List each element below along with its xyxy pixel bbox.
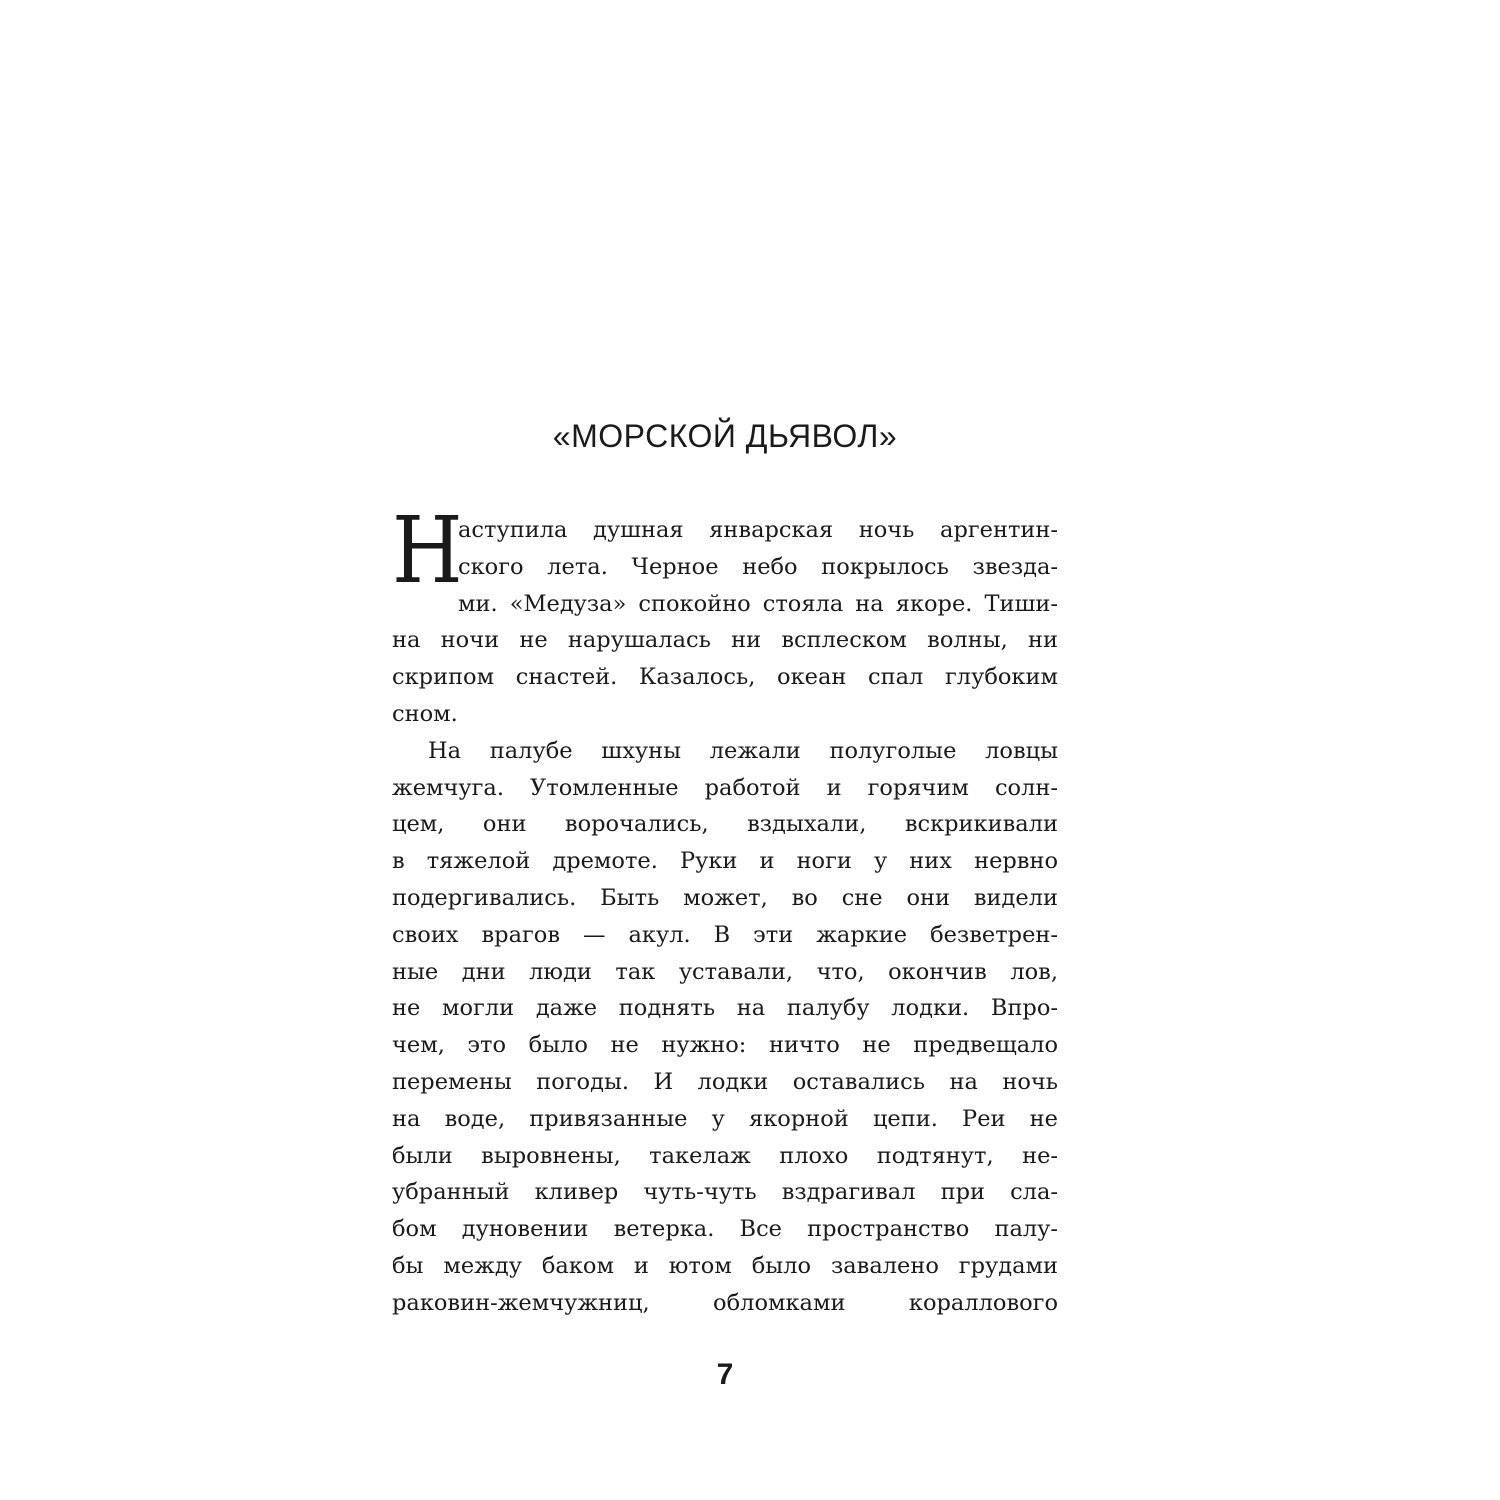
- text-line: не могли даже поднять на палубу лодки. Впро-: [392, 995, 1058, 1022]
- text-line: скрипом снастей. Казалось, океан спал глубоким: [392, 664, 1058, 691]
- text-line: сном.: [392, 700, 458, 727]
- text-line: на ночи не нарушалась ни всплеском волны, ни: [392, 627, 1058, 654]
- text-line: бом дуновении ветерка. Все пространство палу-: [392, 1216, 1058, 1243]
- page-number: 7: [716, 1358, 734, 1391]
- drop-cap: Н: [392, 497, 463, 604]
- text-line: цем, они ворочались, вздыхали, вскрикивали: [392, 811, 1058, 838]
- chapter-title: «МОРСКОЙ ДЬЯВОЛ»: [552, 418, 898, 454]
- text-line: бы между баком и ютом было завалено грудами: [392, 1252, 1058, 1279]
- text-line: своих врагов — акул. В эти жаркие безветрен-: [392, 921, 1058, 948]
- text-line: аступила душная январская ночь аргентин-: [458, 517, 1058, 543]
- text-line: ского лета. Черное небо покрылось звезда-: [458, 553, 1058, 580]
- text-line: подергивались. Быть может, во сне они видели: [392, 884, 1058, 911]
- text-line: ные дни люди так уставали, что, окончив лов,: [392, 958, 1058, 985]
- text-line: на воде, привязанные у якорной цепи. Реи не: [392, 1105, 1058, 1132]
- body-text: [392, 497, 1058, 1322]
- text-line: перемены погоды. И лодки оставались на ночь: [392, 1068, 1058, 1095]
- text-line: раковин-жемчужниц, обломками кораллового: [392, 1289, 1058, 1316]
- text-line: были выровнены, такелаж плохо подтянут, не-: [392, 1142, 1058, 1169]
- text-line: жемчуга. Утомленные работой и горячим солн-: [392, 774, 1058, 801]
- text-line: ми. «Медуза» спокойно стояла на якоре. Тиши-: [458, 590, 1058, 617]
- text-line: На палубе шхуны лежали полуголые ловцы: [428, 737, 1058, 764]
- text-line: чем, это было не нужно: ничто не предвещало: [392, 1032, 1058, 1059]
- text-line: убранный кливер чуть-чуть вздрагивал при сла-: [392, 1179, 1058, 1206]
- text-line: в тяжелой дремоте. Руки и ноги у них нервно: [392, 848, 1058, 875]
